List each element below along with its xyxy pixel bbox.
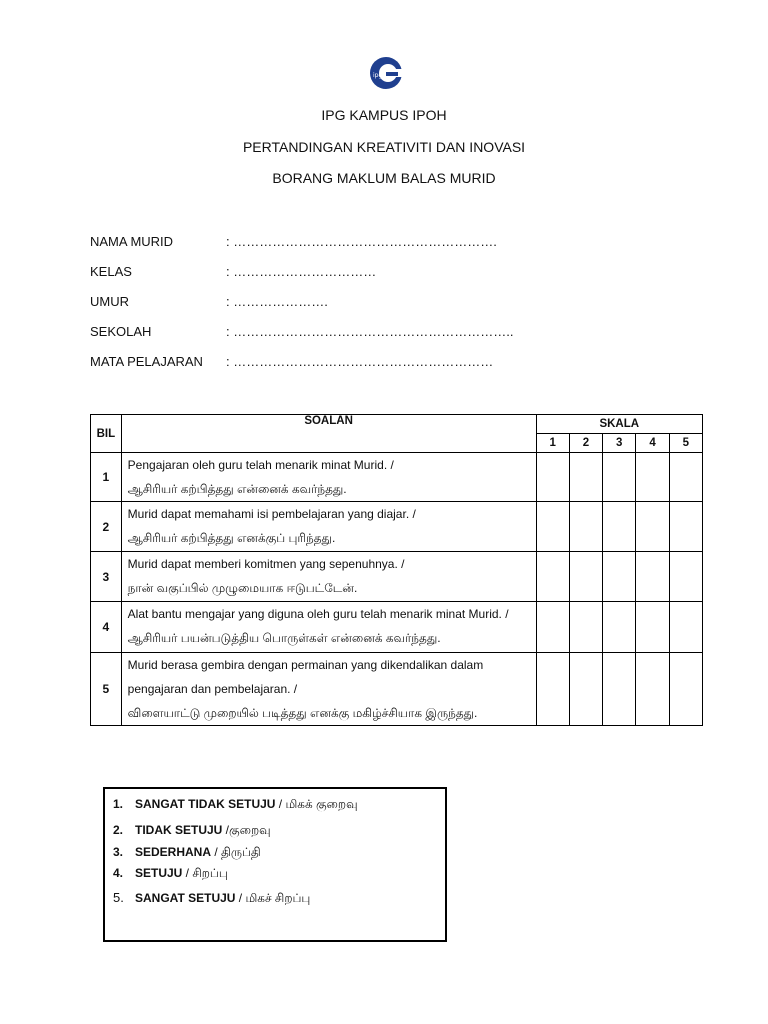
scale-cell-5[interactable] [669,502,702,552]
scale-cell-4[interactable] [636,653,669,726]
question-malay: Pengajaran oleh guru telah menarik minat Murid. / [127,458,394,472]
question-malay-cont: pengajaran dan pembelajaran. / [127,682,298,696]
header-scale-1: 1 [536,434,569,453]
scale-cell-5[interactable] [669,653,702,726]
scale-cell-5[interactable] [669,453,702,502]
scale-cell-3[interactable] [603,653,636,726]
field-value-umur: : …………………. [226,294,328,309]
question-malay: Murid berasa gembira dengan permainan yang dikendalikan dalam [127,658,484,672]
question-cell [121,453,536,502]
scale-cell-2[interactable] [569,602,602,653]
svg-text:ipg: ipg [373,72,383,79]
field-label-mata-pelajaran: MATA PELAJARAN [90,354,203,369]
scale-cell-1[interactable] [536,552,569,602]
header-scale-4: 4 [636,434,669,453]
header-soalan: SOALAN [121,415,536,453]
ipg-logo-icon [368,55,404,91]
scale-cell-1[interactable] [536,653,569,726]
question-cell [121,653,536,726]
row-number: 5 [91,653,122,726]
scale-cell-2[interactable] [569,453,602,502]
question-malay: Murid dapat memberi komitmen yang sepenuhnya. / [127,557,405,571]
scale-cell-2[interactable] [569,552,602,602]
scale-cell-1[interactable] [536,602,569,653]
legend-item: 2. TIDAK SETUJU /குறைவு [113,823,271,837]
scale-cell-1[interactable] [536,453,569,502]
field-value-sekolah: : ……………………………………………………….. [226,324,514,339]
scale-legend [103,787,447,942]
scale-cell-4[interactable] [636,602,669,653]
table-row [91,552,703,602]
header-scale-3: 3 [603,434,636,453]
scale-cell-3[interactable] [603,552,636,602]
header-scale-5: 5 [669,434,702,453]
field-label-umur: UMUR [90,294,129,309]
table-row [91,653,703,726]
question-tamil: ஆசிரியர் கற்பித்தது எனக்குப் புரிந்தது. [127,531,336,545]
scale-cell-2[interactable] [569,653,602,726]
field-value-kelas: : …………………………… [226,264,377,279]
field-label-kelas: KELAS [90,264,132,279]
legend-item: 3. SEDERHANA / திருப்தி [113,845,261,859]
question-tamil: விளையாட்டு முறையில் படித்தது எனக்கு மகிழ்ச்சியாக இருந்தது. [127,706,478,720]
question-cell [121,602,536,653]
scale-cell-4[interactable] [636,453,669,502]
table-row [91,453,703,502]
scale-cell-3[interactable] [603,453,636,502]
competition-title: PERTANDINGAN KREATIVITI DAN INOVASI [242,139,526,155]
row-number: 2 [91,502,122,552]
scale-cell-2[interactable] [569,502,602,552]
legend-item: 5. SANGAT SETUJU / மிகச் சிறப்பு [113,890,311,905]
scale-cell-4[interactable] [636,552,669,602]
scale-cell-5[interactable] [669,552,702,602]
scale-cell-3[interactable] [603,602,636,653]
survey-table [90,414,703,726]
scale-cell-5[interactable] [669,602,702,653]
row-number: 1 [91,453,122,502]
field-label-nama: NAMA MURID [90,234,174,249]
scale-cell-1[interactable] [536,502,569,552]
table-row [91,602,703,653]
legend-item: 1. SANGAT TIDAK SETUJU / மிகக் குறைவு [113,797,358,811]
row-number: 3 [91,552,122,602]
legend-item: 4. SETUJU / சிறப்பு [113,866,228,880]
field-value-mata-pelajaran: : …………………………………………………… [226,354,494,369]
question-tamil: நான் வகுப்பில் முழுமையாக ஈடுபட்டேன். [127,581,358,595]
institution-title: IPG KAMPUS IPOH [321,107,447,123]
table-row [91,502,703,552]
question-tamil: ஆசிரியர் பயன்படுத்திய பொருள்கள் என்னைக் கவர்ந்தது. [127,631,441,645]
scale-cell-4[interactable] [636,502,669,552]
question-cell [121,502,536,552]
header-scale-2: 2 [569,434,602,453]
form-title: BORANG MAKLUM BALAS MURID [272,170,496,186]
header-bil: BIL [91,415,122,453]
scale-cell-3[interactable] [603,502,636,552]
row-number: 4 [91,602,122,653]
field-value-nama: : ……………………………………………………. [226,234,497,249]
question-cell [121,552,536,602]
field-label-sekolah: SEKOLAH [90,324,152,339]
question-tamil: ஆசிரியர் கற்பித்தது என்னைக் கவர்ந்தது. [127,482,347,496]
header-skala: SKALA [536,415,702,434]
question-malay: Alat bantu mengajar yang diguna oleh guru telah menarik minat Murid. / [127,607,509,621]
question-malay: Murid dapat memahami isi pembelajaran yang diajar. / [127,507,416,521]
